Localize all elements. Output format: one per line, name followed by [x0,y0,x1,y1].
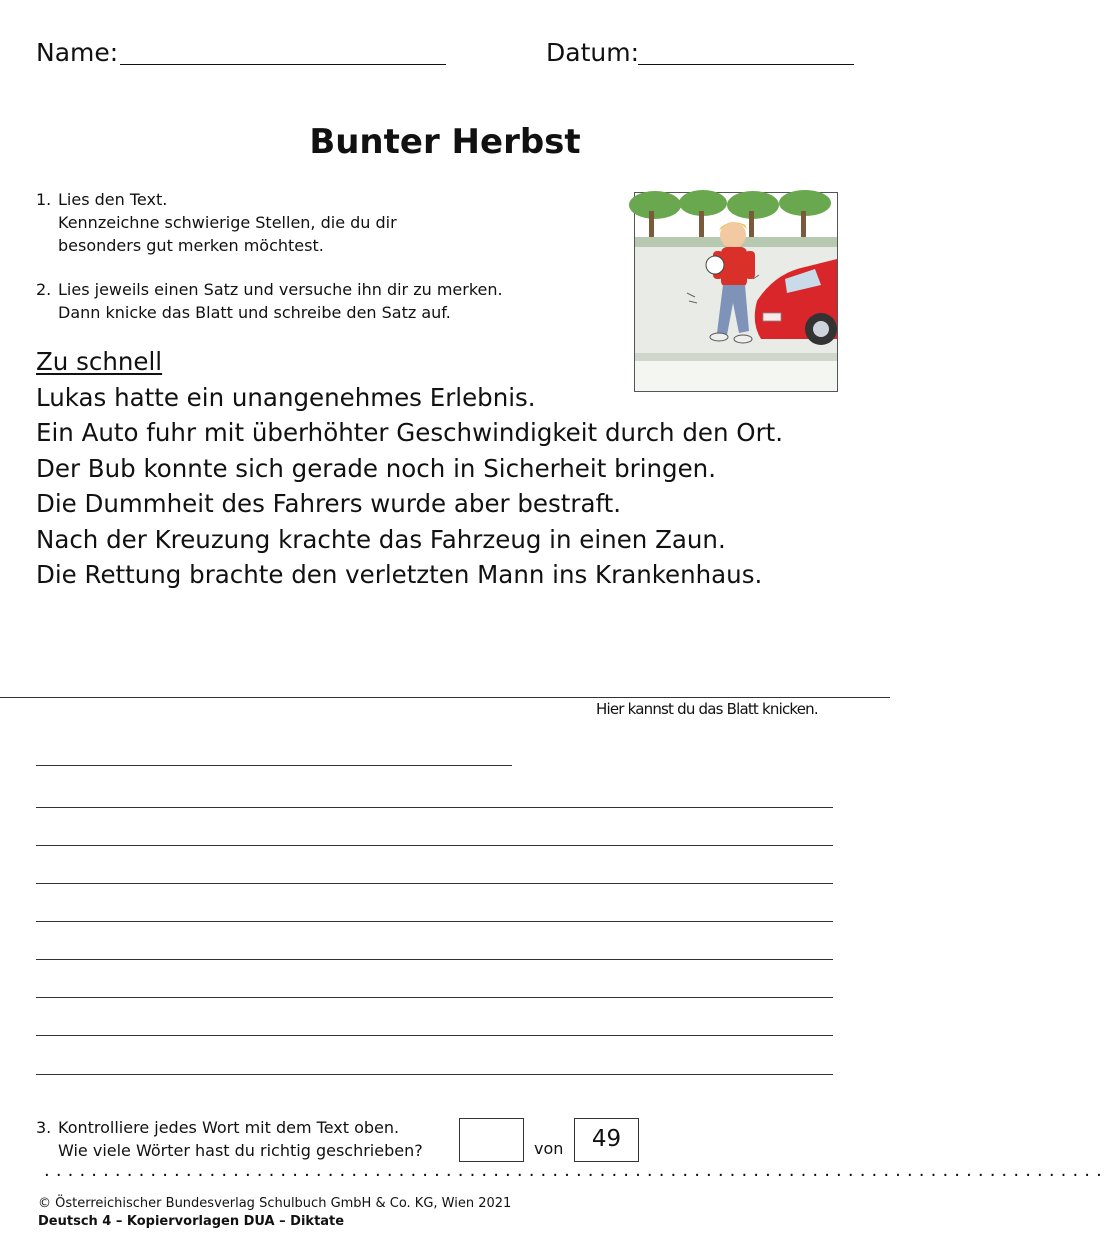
total-words-box: 49 [574,1118,639,1162]
writing-line[interactable] [36,845,833,846]
question-3-line-2: Wie viele Wörter hast du richtig geschrieben? [58,1141,423,1160]
instruction-1-line-1: Lies den Text. [58,190,168,209]
question-3-number: 3. [36,1118,52,1137]
instruction-2-line-1: Lies jeweils einen Satz und versuche ihn dir zu merken. [58,280,503,299]
writing-line[interactable] [36,1035,833,1036]
date-field[interactable] [638,64,854,65]
question-3-line-1: Kontrolliere jedes Wort mit dem Text oben. [58,1118,400,1137]
story-sentence-3: Der Bub konnte sich gerade noch in Sicherheit bringen. [36,453,716,483]
story-sentence-1: Lukas hatte ein unangenehmes Erlebnis. [36,382,536,412]
writing-line[interactable] [36,807,833,808]
story-sentence-6: Die Rettung brachte den verletzten Mann ins Krankenhaus. [36,560,763,589]
question-3 [36,1116,423,1162]
instruction-1 [36,188,397,257]
dotted-separator: .......................................................................................... [44,1160,1108,1181]
story-sentence-4: Die Dummheit des Fahrers wurde aber bestraft. [36,489,622,518]
instruction-2-line-2: Dann knicke das Blatt und schreibe den Satz auf. [58,303,451,322]
fold-hint: Hier kannst du das Blatt knicken. [596,700,818,718]
story [36,344,783,593]
name-label: Name: [36,38,119,67]
story-sentence-5: Nach der Kreuzung krachte das Fahrzeug in einen Zaun. [36,524,726,554]
writing-line[interactable] [36,765,512,766]
von-label: von [534,1139,564,1158]
writing-line[interactable] [36,1074,833,1075]
writing-line[interactable] [36,921,833,922]
fold-line [0,697,890,698]
writing-line[interactable] [36,883,833,884]
instruction-1-number: 1. [36,190,52,209]
footer-series: Deutsch 4 – Kopiervorlagen DUA – Diktate [38,1214,345,1229]
instruction-1-line-2: Kennzeichne schwierige Stellen, die du dir [58,213,397,232]
date-label: Datum: [546,38,639,67]
instruction-1-line-3: besonders gut merken möchtest. [58,236,324,255]
page-title: Bunter Herbst [309,122,581,162]
footer-copyright: © Österreichischer Bundesverlag Schulbuch GmbH & Co. KG, Wien 2021 [38,1196,512,1211]
writing-line[interactable] [36,959,833,960]
instruction-2 [36,278,503,324]
name-field[interactable] [120,64,446,65]
writing-line[interactable] [36,997,833,998]
instruction-2-number: 2. [36,280,52,299]
story-heading: Zu schnell [36,347,163,376]
story-sentence-2: Ein Auto fuhr mit überhöhter Geschwindigkeit durch den Ort. [36,418,784,447]
correct-words-box[interactable] [459,1118,524,1162]
